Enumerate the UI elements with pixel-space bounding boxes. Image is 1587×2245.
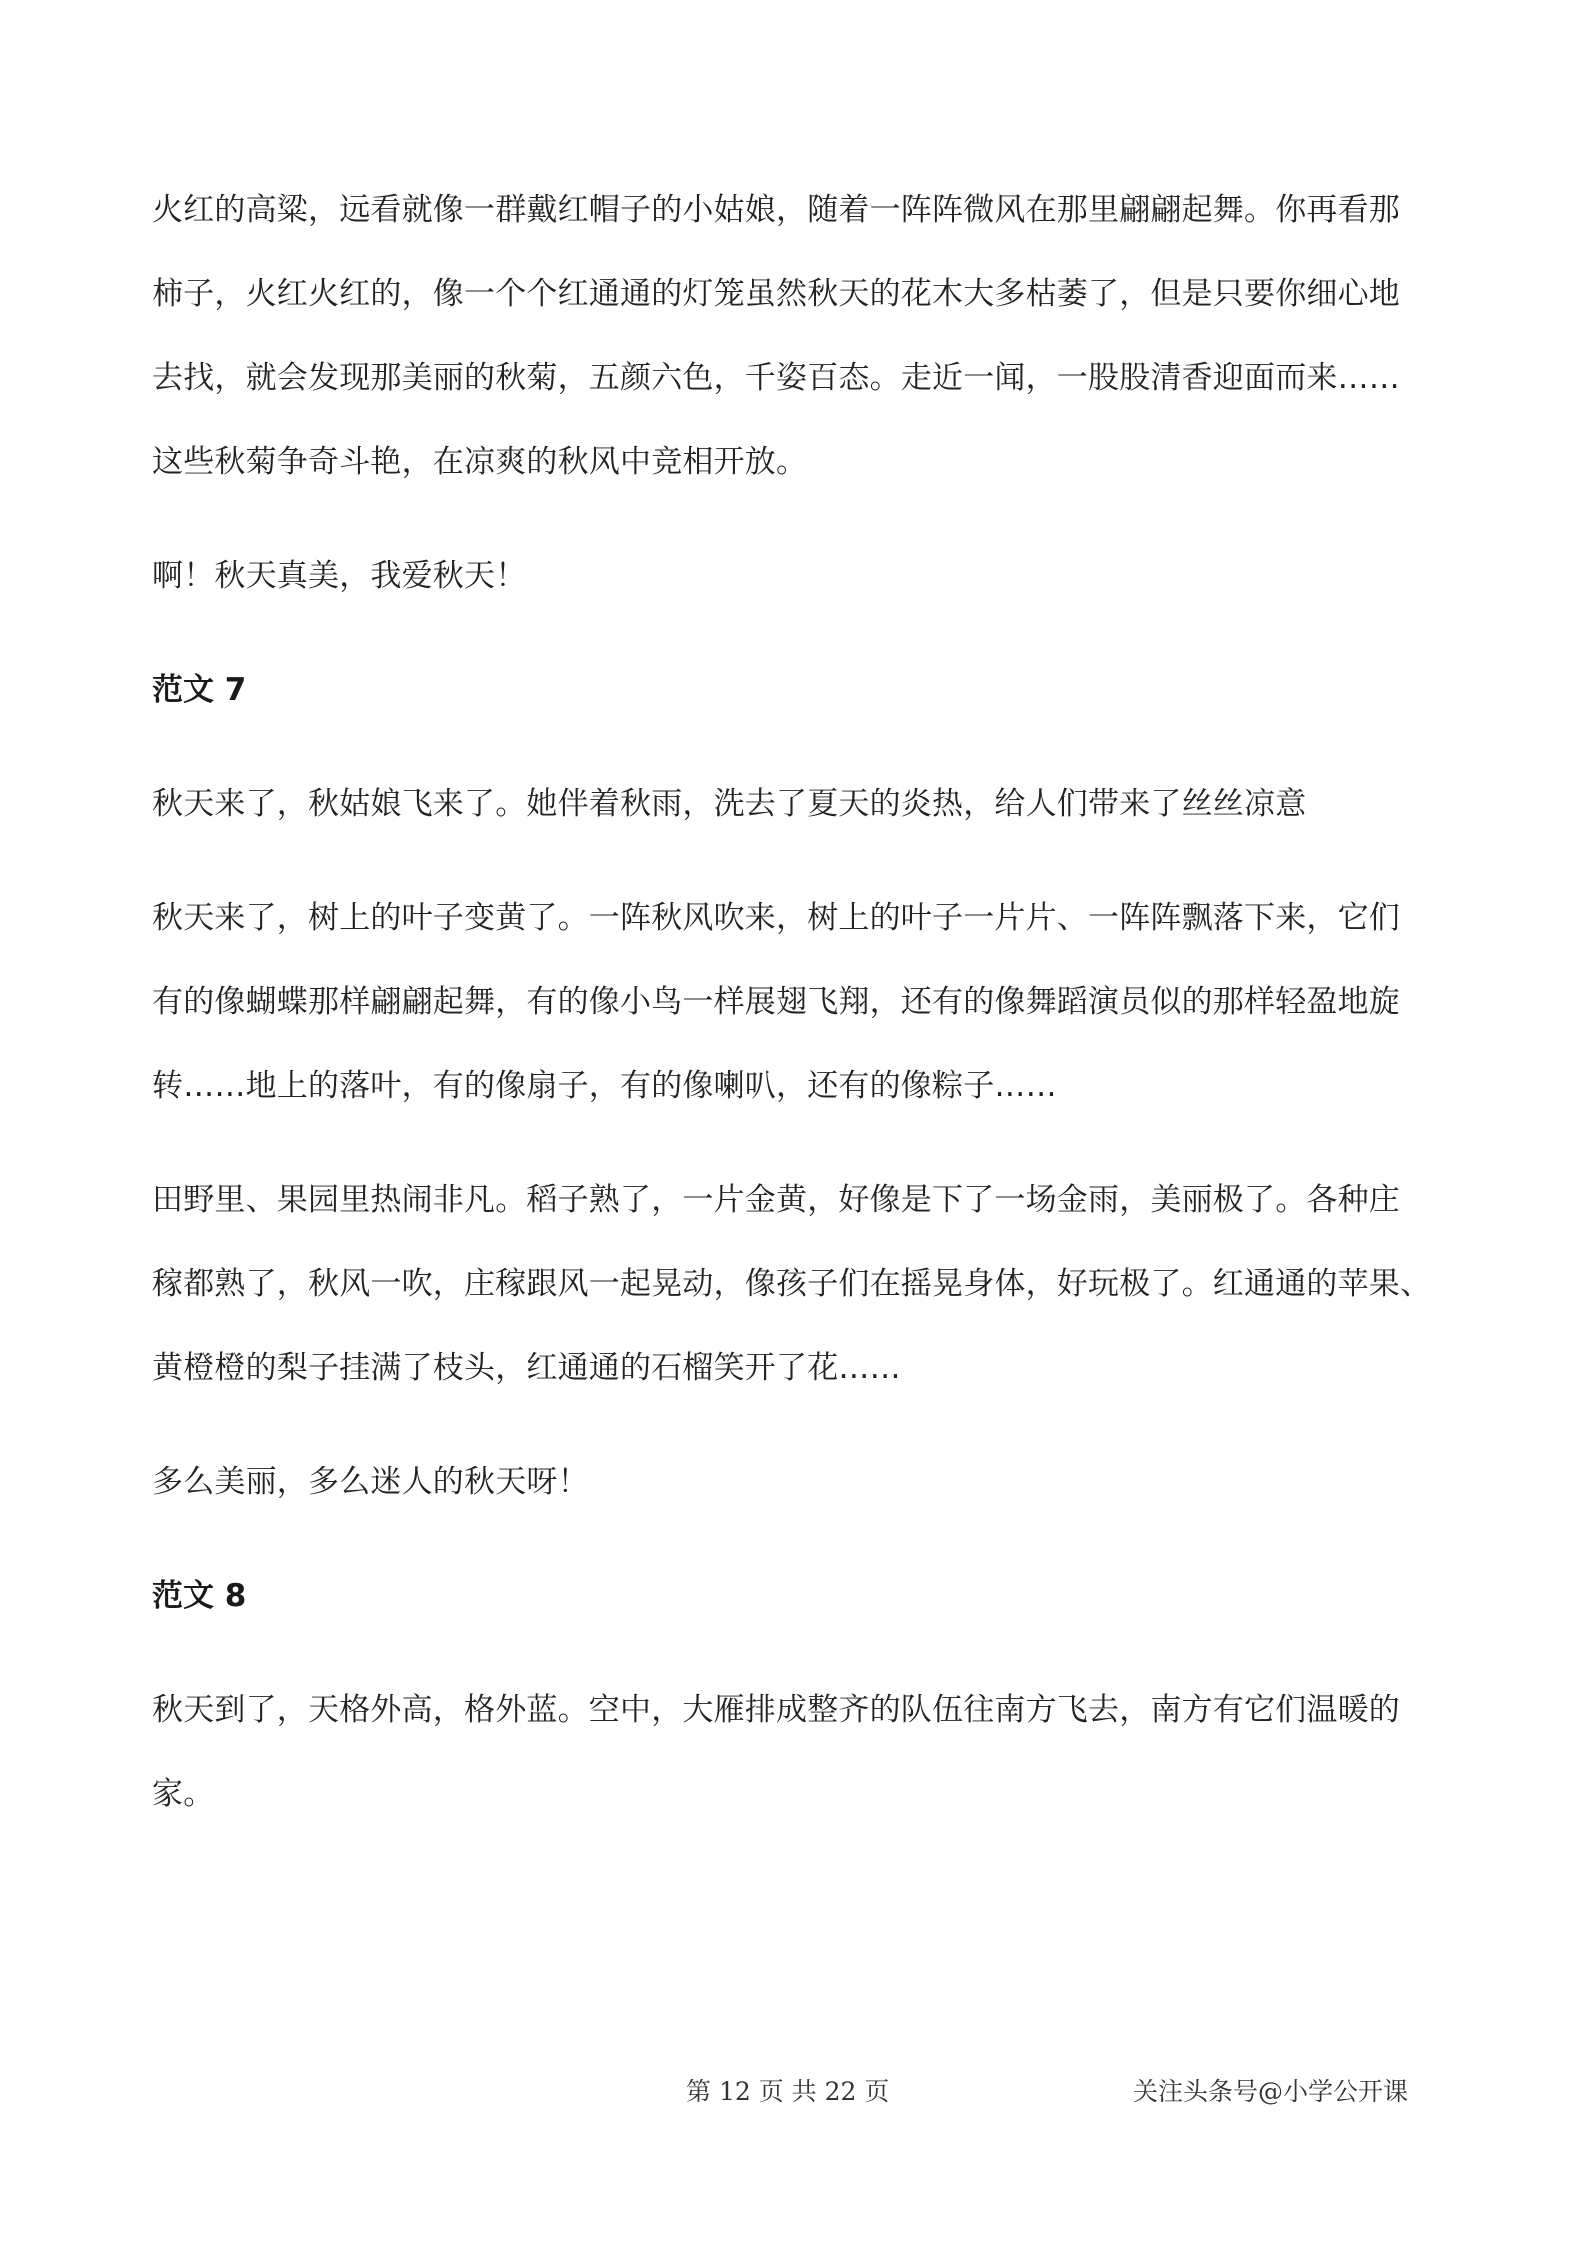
text-line: 秋天到了，天格外高，格外蓝。空中，大雁排成整齐的队伍往南方飞去，南方有它们温暖的 <box>152 1692 1400 1728</box>
text-line: 火红的高粱，远看就像一群戴红帽子的小姑娘，随着一阵阵微风在那里翩翩起舞。你再看那 <box>152 192 1400 228</box>
paragraph <box>152 168 1452 504</box>
paragraph <box>152 1440 1452 1524</box>
page-footer <box>0 2072 1587 2112</box>
text-line: 这些秋菊争奇斗艳，在凉爽的秋风中竞相开放。 <box>152 444 808 480</box>
text-line: 转……地上的落叶，有的像扇子，有的像喇叭，还有的像粽子…… <box>152 1068 1057 1104</box>
paragraph <box>152 534 1452 618</box>
paragraph <box>152 1158 1452 1410</box>
text-line: 多么美丽，多么迷人的秋天呀！ <box>152 1464 589 1500</box>
text-line: 有的像蝴蝶那样翩翩起舞，有的像小鸟一样展翅飞翔，还有的像舞蹈演员似的那样轻盈地旋 <box>152 984 1400 1020</box>
text-line: 黄橙橙的梨子挂满了枝头，红通通的石榴笑开了花…… <box>152 1350 901 1386</box>
paragraph <box>152 762 1452 846</box>
document-body <box>152 168 1452 1836</box>
section-heading: 范文 7 <box>152 672 247 708</box>
page-indicator: 第 12 页 共 22 页 <box>686 2077 890 2106</box>
paragraph <box>152 876 1452 1128</box>
text-line: 秋天来了，树上的叶子变黄了。一阵秋风吹来，树上的叶子一片片、一阵阵飘落下来，它们 <box>152 900 1400 936</box>
footer-brand: 关注头条号@小学公开课 <box>1133 2077 1409 2106</box>
text-line: 柿子，火红火红的，像一个个红通通的灯笼虽然秋天的花木大多枯萎了，但是只要你细心地 <box>152 276 1400 312</box>
text-line: 去找，就会发现那美丽的秋菊，五颜六色，千姿百态。走近一闻，一股股清香迎面而来…… <box>152 360 1400 396</box>
section-heading: 范文 8 <box>152 1578 247 1614</box>
text-line: 啊！秋天真美，我爱秋天！ <box>152 558 527 594</box>
text-line: 田野里、果园里热闹非凡。稻子熟了，一片金黄，好像是下了一场金雨，美丽极了。各种庄 <box>152 1182 1400 1218</box>
text-line: 家。 <box>152 1776 215 1812</box>
text-line: 秋天来了，秋姑娘飞来了。她伴着秋雨，洗去了夏天的炎热，给人们带来了丝丝凉意 <box>152 786 1307 822</box>
paragraph <box>152 1668 1452 1836</box>
text-line: 稼都熟了，秋风一吹，庄稼跟风一起晃动，像孩子们在摇晃身体，好玩极了。红通通的苹果、 <box>152 1266 1432 1302</box>
